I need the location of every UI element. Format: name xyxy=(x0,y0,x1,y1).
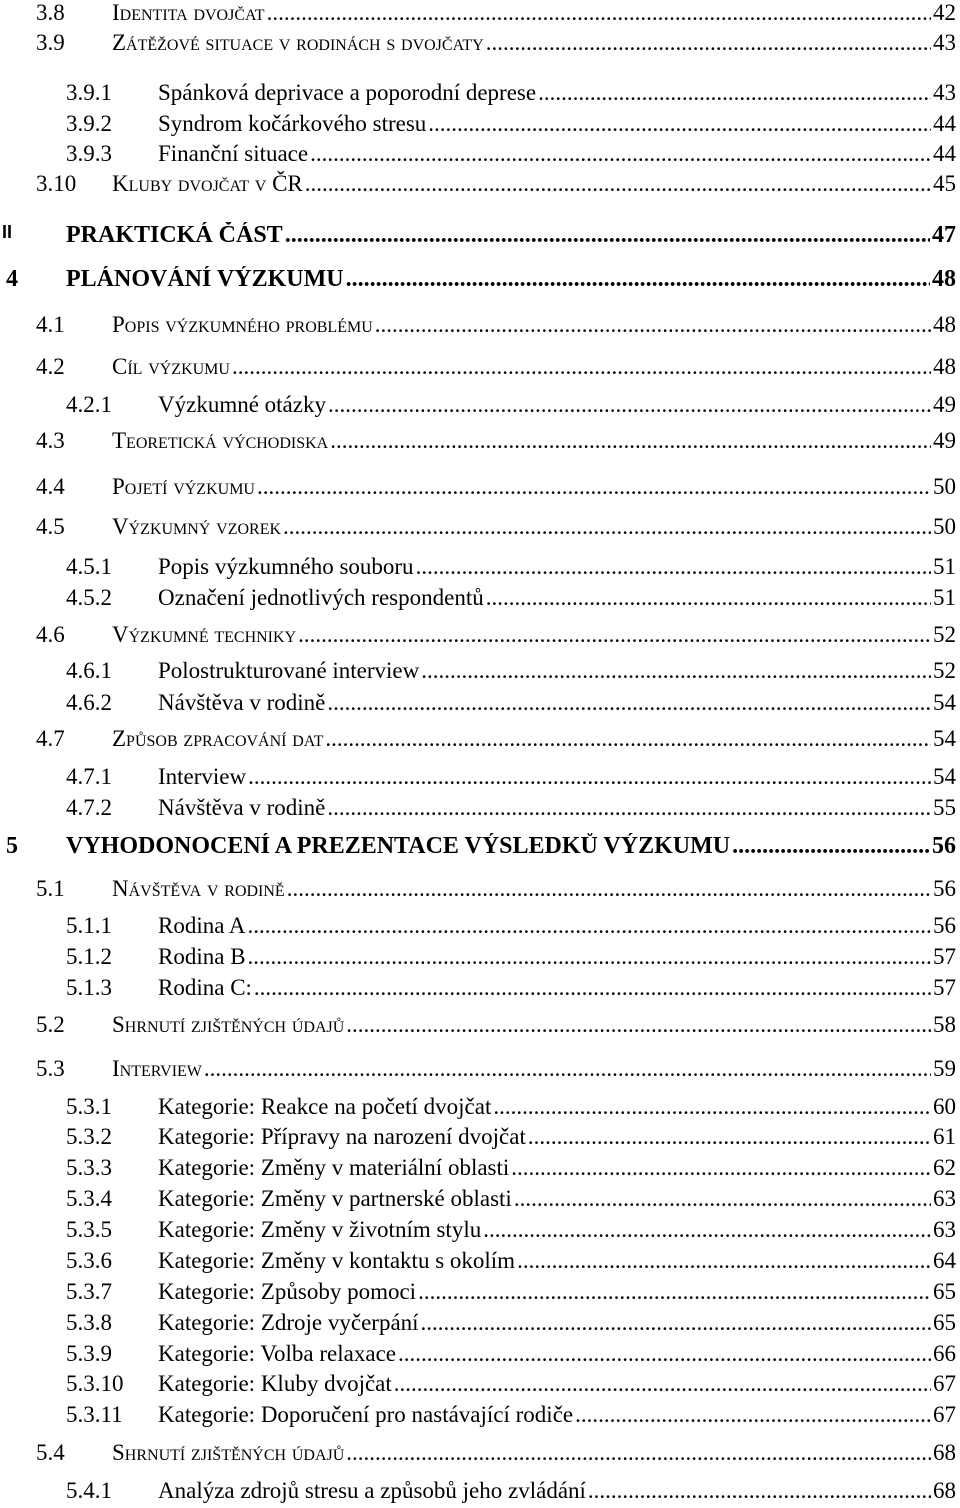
toc-entry-title: Kategorie: Změny v partnerské oblasti xyxy=(158,1186,512,1211)
toc-entry-number: 4.1 xyxy=(36,312,65,337)
toc-entry-page: 49 xyxy=(933,428,956,453)
toc-entry[interactable] xyxy=(0,1310,960,1340)
toc-entry-title: Kategorie: Způsoby pomoci xyxy=(158,1279,417,1304)
toc-entry-number: 5.3.4 xyxy=(66,1186,112,1211)
toc-entry-number: 4 xyxy=(6,266,18,292)
dot-leader xyxy=(428,111,931,137)
toc-entry[interactable] xyxy=(0,554,960,584)
dot-leader xyxy=(248,944,931,970)
toc-entry-title: Interview xyxy=(112,1056,202,1081)
toc-entry[interactable] xyxy=(0,266,960,296)
toc-entry-page: 68 xyxy=(933,1478,956,1503)
toc-entry-title: Identita dvojčat xyxy=(112,0,265,25)
toc-entry-number: 5.3.8 xyxy=(66,1310,112,1335)
toc-entry[interactable] xyxy=(0,312,960,342)
dot-leader xyxy=(528,1124,931,1150)
toc-entry-page: 56 xyxy=(932,833,956,859)
dot-leader xyxy=(398,1341,931,1367)
toc-entry-page: 54 xyxy=(933,726,956,751)
dot-leader xyxy=(283,514,931,540)
toc-entry-number: 5.3.1 xyxy=(66,1094,112,1119)
dot-leader xyxy=(305,171,931,197)
toc-entry-number: 4.6.2 xyxy=(66,690,112,715)
toc-entry[interactable] xyxy=(0,354,960,384)
toc-entry[interactable] xyxy=(0,1094,960,1124)
toc-entry[interactable] xyxy=(0,1186,960,1216)
dot-leader xyxy=(486,585,931,611)
toc-entry-page: 51 xyxy=(933,585,956,610)
dot-leader xyxy=(517,1248,931,1274)
toc-entry-number: 4.7 xyxy=(36,726,65,751)
toc-entry[interactable] xyxy=(0,944,960,974)
toc-entry-page: 43 xyxy=(933,80,956,105)
toc-entry-title: Kategorie: Změny v životním stylu xyxy=(158,1217,482,1242)
toc-entry-number: 5.1.3 xyxy=(66,975,112,1000)
toc-entry-page: 60 xyxy=(933,1094,956,1119)
dot-leader xyxy=(588,1478,931,1504)
toc-entry-page: 68 xyxy=(933,1440,956,1465)
toc-entry-number: 4.5 xyxy=(36,514,65,539)
toc-entry-title: Finanční situace xyxy=(158,141,309,166)
toc-entry-title: Analýza zdrojů stresu a způsobů jeho zvládání xyxy=(158,1478,586,1503)
toc-entry-page: 52 xyxy=(933,658,956,683)
dot-leader xyxy=(204,1056,931,1082)
dot-leader xyxy=(483,1217,931,1243)
dot-leader xyxy=(248,764,931,790)
toc-entry-page: 47 xyxy=(932,222,956,248)
toc-entry[interactable] xyxy=(0,975,960,1005)
toc-entry-number: 3.9.3 xyxy=(66,141,112,166)
dot-leader xyxy=(421,658,931,684)
toc-entry-number: 4.6 xyxy=(36,622,65,647)
toc-entry-title: Shrnutí zjištěných údajů xyxy=(112,1440,345,1465)
dot-leader xyxy=(298,622,931,648)
toc-entry-page: 67 xyxy=(933,1371,956,1396)
toc-entry-title: Kategorie: Kluby dvojčat xyxy=(158,1371,392,1396)
toc-entry-number: 5.3.2 xyxy=(66,1124,112,1149)
dot-leader xyxy=(328,392,931,418)
dot-leader xyxy=(248,913,931,939)
toc-entry-title: Spánková deprivace a poporodní deprese xyxy=(158,80,537,105)
toc-entry-page: 57 xyxy=(933,975,956,1000)
dot-leader xyxy=(538,80,931,106)
toc-entry-number: 5.4.1 xyxy=(66,1478,112,1503)
toc-entry-page: 62 xyxy=(933,1155,956,1180)
dot-leader xyxy=(346,1012,931,1038)
dot-leader xyxy=(514,1186,931,1212)
toc-entry-page: 48 xyxy=(933,312,956,337)
toc-entry-title: Rodina C: xyxy=(158,975,252,1000)
toc-entry-page: 54 xyxy=(933,690,956,715)
toc-entry-title: VYHODONOCENÍ A PREZENTACE VÝSLEDKŮ VÝZKUMU xyxy=(66,833,731,859)
toc-entry-page: 44 xyxy=(933,111,956,136)
toc-entry-title: Interview xyxy=(158,764,247,789)
toc-entry[interactable] xyxy=(0,876,960,906)
toc-entry-number: 3.8 xyxy=(36,0,65,25)
dot-leader xyxy=(394,1371,931,1397)
dot-leader xyxy=(310,141,931,167)
toc-entry-page: 52 xyxy=(933,622,956,647)
toc-entry-title: Kategorie: Změny v materiální oblasti xyxy=(158,1155,510,1180)
toc-entry-page: 63 xyxy=(933,1186,956,1211)
toc-entry-title: Rodina A xyxy=(158,913,246,938)
toc-entry-number: II xyxy=(2,222,13,242)
dot-leader xyxy=(575,1402,931,1428)
toc-entry[interactable] xyxy=(0,658,960,688)
toc-entry-page: 44 xyxy=(933,141,956,166)
toc-entry-title: Popis výzkumného souboru xyxy=(158,554,414,579)
dot-leader xyxy=(232,354,931,380)
toc-entry-page: 66 xyxy=(933,1341,956,1366)
dot-leader xyxy=(287,876,931,902)
toc-entry[interactable] xyxy=(0,222,960,252)
toc-entry[interactable] xyxy=(0,111,960,141)
toc-entry-title: Výzkumný vzorek xyxy=(112,514,282,539)
toc-entry-page: 42 xyxy=(933,0,956,25)
dot-leader xyxy=(418,1279,931,1305)
toc-entry-title: Kategorie: Zdroje vyčerpání xyxy=(158,1310,419,1335)
dot-leader xyxy=(285,222,930,249)
toc-entry-number: 5.1.2 xyxy=(66,944,112,969)
toc-entry-number: 3.9.2 xyxy=(66,111,112,136)
toc-entry[interactable] xyxy=(0,726,960,756)
toc-entry-number: 5.1.1 xyxy=(66,913,112,938)
toc-entry-title: Výzkumné techniky xyxy=(112,622,297,647)
toc-entry-number: 5.3.7 xyxy=(66,1279,112,1304)
toc-entry-title: Shrnutí zjištěných údajů xyxy=(112,1012,345,1037)
toc-entry-title: Kategorie: Přípravy na narození dvojčat xyxy=(158,1124,526,1149)
toc-entry-page: 49 xyxy=(933,392,956,417)
toc-entry-title: Návštěva v rodině xyxy=(158,795,326,820)
toc-entry-title: PRAKTICKÁ ČÁST xyxy=(66,222,283,248)
toc-entry-number: 5.3 xyxy=(36,1056,65,1081)
toc-entry-page: 56 xyxy=(933,876,956,901)
dot-leader xyxy=(325,726,931,752)
toc-entry-page: 57 xyxy=(933,944,956,969)
dot-leader xyxy=(327,690,931,716)
toc-entry-title: Kategorie: Doporučení pro nastávající rodiče xyxy=(158,1402,574,1427)
toc-entry-page: 67 xyxy=(933,1402,956,1427)
toc-entry[interactable] xyxy=(0,30,960,60)
toc-entry-number: 5 xyxy=(6,833,18,859)
toc-entry-page: 65 xyxy=(933,1310,956,1335)
toc-entry-title: Označení jednotlivých respondentů xyxy=(158,585,484,610)
toc-entry[interactable] xyxy=(0,1217,960,1247)
toc-entry[interactable] xyxy=(0,1402,960,1432)
toc-entry-title: Kategorie: Změny v kontaktu s okolím xyxy=(158,1248,516,1273)
toc-entry-number: 5.3.9 xyxy=(66,1341,112,1366)
toc-entry-title: Návštěva v rodině xyxy=(112,876,285,901)
toc-entry-title: PLÁNOVÁNÍ VÝZKUMU xyxy=(66,266,344,292)
dot-leader xyxy=(493,1094,931,1120)
toc-entry[interactable] xyxy=(0,1012,960,1042)
toc-entry[interactable] xyxy=(0,833,960,863)
dot-leader xyxy=(416,554,931,580)
toc-entry[interactable] xyxy=(0,1371,960,1401)
toc-entry-number: 5.3.11 xyxy=(66,1402,123,1427)
toc-entry[interactable] xyxy=(0,1478,960,1508)
toc-entry-page: 54 xyxy=(933,764,956,789)
toc-entry[interactable] xyxy=(0,1341,960,1371)
dot-leader xyxy=(327,795,931,821)
toc-entry-title: Pojetí výzkumu xyxy=(112,474,255,499)
toc-entry-number: 4.6.1 xyxy=(66,658,112,683)
toc-entry-number: 5.4 xyxy=(36,1440,65,1465)
toc-entry-page: 64 xyxy=(933,1248,956,1273)
toc-entry-page: 50 xyxy=(933,474,956,499)
toc-entry-page: 45 xyxy=(933,171,956,196)
toc-entry[interactable] xyxy=(0,764,960,794)
toc-entry-title: Způsob zpracování dat xyxy=(112,726,324,751)
dot-leader xyxy=(421,1310,931,1336)
toc-entry[interactable] xyxy=(0,1056,960,1086)
toc-entry-title: Popis výzkumného problému xyxy=(112,312,373,337)
toc-entry-number: 5.3.6 xyxy=(66,1248,112,1273)
toc-entry-page: 58 xyxy=(933,1012,956,1037)
toc-entry-number: 4.5.1 xyxy=(66,554,112,579)
toc-entry-number: 4.4 xyxy=(36,474,65,499)
toc-entry[interactable] xyxy=(0,474,960,504)
toc-entry[interactable] xyxy=(0,1279,960,1309)
dot-leader xyxy=(511,1155,931,1181)
dot-leader xyxy=(254,975,931,1001)
toc-entry-page: 59 xyxy=(933,1056,956,1081)
toc-entry-title: Zátěžové situace v rodinách s dvojčaty xyxy=(112,30,484,55)
toc-entry-title: Rodina B xyxy=(158,944,246,969)
dot-leader xyxy=(346,266,930,293)
dot-leader xyxy=(486,30,931,56)
toc-entry-page: 65 xyxy=(933,1279,956,1304)
toc-entry-page: 56 xyxy=(933,913,956,938)
toc-entry-number: 3.9 xyxy=(36,30,65,55)
toc-entry-title: Syndrom kočárkového stresu xyxy=(158,111,427,136)
toc-entry-number: 5.3.3 xyxy=(66,1155,112,1180)
toc-entry[interactable] xyxy=(0,1155,960,1185)
toc-entry-number: 4.2 xyxy=(36,354,65,379)
toc-entry-number: 4.3 xyxy=(36,428,65,453)
dot-leader xyxy=(732,833,930,860)
toc-entry-page: 48 xyxy=(932,266,956,292)
toc-entry-page: 55 xyxy=(933,795,956,820)
toc-entry-number: 4.7.1 xyxy=(66,764,112,789)
toc-entry[interactable] xyxy=(0,514,960,544)
toc-entry-title: Kategorie: Reakce na početí dvojčat xyxy=(158,1094,492,1119)
toc-entry-number: 5.2 xyxy=(36,1012,65,1037)
toc-entry-page: 61 xyxy=(933,1124,956,1149)
toc-entry-page: 50 xyxy=(933,514,956,539)
toc-entry-title: Cíl výzkumu xyxy=(112,354,230,379)
dot-leader xyxy=(257,474,931,500)
toc-entry-title: Návštěva v rodině xyxy=(158,690,326,715)
toc-entry-number: 5.3.5 xyxy=(66,1217,112,1242)
toc-entry-page: 51 xyxy=(933,554,956,579)
toc-entry[interactable] xyxy=(0,0,960,30)
toc-entry-number: 3.9.1 xyxy=(66,80,112,105)
toc-entry-number: 5.3.10 xyxy=(66,1371,124,1396)
toc-entry-number: 4.5.2 xyxy=(66,585,112,610)
toc-entry[interactable] xyxy=(0,171,960,201)
toc-entry-number: 4.7.2 xyxy=(66,795,112,820)
toc-entry-title: Výzkumné otázky xyxy=(158,392,326,417)
dot-leader xyxy=(346,1440,931,1466)
toc-entry[interactable] xyxy=(0,80,960,110)
toc-entry[interactable] xyxy=(0,1124,960,1154)
dot-leader xyxy=(330,428,931,454)
toc-entry[interactable] xyxy=(0,1248,960,1278)
toc-entry[interactable] xyxy=(0,428,960,458)
toc-entry[interactable] xyxy=(0,392,960,422)
toc-entry[interactable] xyxy=(0,622,960,652)
toc-entry[interactable] xyxy=(0,795,960,825)
toc-entry[interactable] xyxy=(0,1440,960,1470)
toc-entry-number: 4.2.1 xyxy=(66,392,112,417)
toc-entry[interactable] xyxy=(0,690,960,720)
toc-entry-title: Kategorie: Volba relaxace xyxy=(158,1341,396,1366)
toc-entry-title: Kluby dvojčat v ČR xyxy=(112,171,303,196)
dot-leader xyxy=(267,0,931,26)
toc-entry[interactable] xyxy=(0,585,960,615)
dot-leader xyxy=(375,312,931,338)
toc-entry-number: 3.10 xyxy=(36,171,77,196)
toc-entry-number: 5.1 xyxy=(36,876,65,901)
toc-entry[interactable] xyxy=(0,913,960,943)
toc-entry-page: 48 xyxy=(933,354,956,379)
toc-entry-title: Polostrukturované interview xyxy=(158,658,420,683)
toc-entry-page: 63 xyxy=(933,1217,956,1242)
toc-entry[interactable] xyxy=(0,141,960,171)
toc-entry-title: Teoretická východiska xyxy=(112,428,329,453)
toc-entry-page: 43 xyxy=(933,30,956,55)
